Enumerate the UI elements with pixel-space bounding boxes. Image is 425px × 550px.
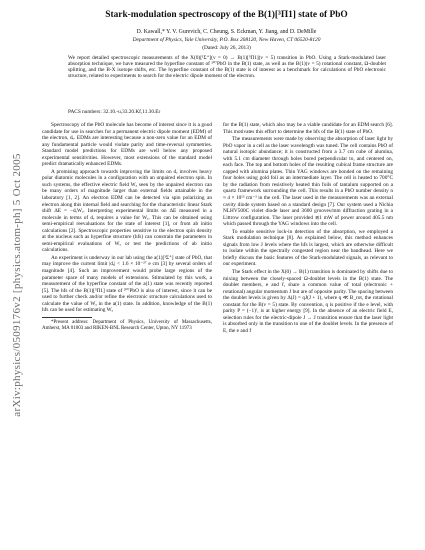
footnote: *Present address: Department of Physics, University of Massachusetts, Amherst, MA 01003 and RIKEN-BNL Research Center, Upton, NY 11973 bbox=[42, 319, 212, 331]
right-column bbox=[223, 122, 393, 336]
paper-title: Stark-modulation spectroscopy of the B(1)[³Π1] state of PbO bbox=[105, 10, 348, 20]
footnote-rule bbox=[42, 317, 92, 318]
body-paragraph: A promising approach towards improving the limits on dₑ involves heavy polar diatomic molecules in a configuration with an unpaired electron spin. In such systems, the effective electric field Wₐ seen by the unpaired electron can be many orders of magnitude larger than external fields attainable in the laboratory [1, 2]. An electron EDM can be detected via spin polarizing an electron along this internal field and searching for the characteristic linear Stark shift ΔE = −dₑWₐ. Interpreting experimental limits on ΔE measured in a molecule in terms of dₑ requires a value for Wₐ. This can be obtained using semi-empirical reevaluations for the state of interest [1], or from ab initio calculations [2]. Spectroscopic properties sensitive to the electron spin density at the nucleus such as hyperfine structure (hfs) can constrain the parameters in semi-empirical evaluations of Wₐ or test the predictions of ab initio calculations. bbox=[42, 168, 212, 254]
arxiv-identifier: arXiv:physics/0509176v2 [physics.atom-ph] 5 Oct 2005 bbox=[11, 153, 23, 417]
body-paragraph: Spectroscopy of the PbO molecule has become of interest since it is a good candidate for use in searches for a permanent electric dipole moment (EDM) of the electron, dₑ. EDMs are interesting because a non-zero value for an EDM of any fundamental particle would violate parity and time-reversal symmetries. Standard model predictions for EDMs are well below any proposed experimental sensitivities. However, most extensions of the standard model predict dramatically enhanced EDMs. bbox=[42, 122, 212, 168]
dated-line: (Dated: July 26, 2013) bbox=[202, 45, 251, 51]
affiliation: Department of Physics, Yale University, P.O. Box 208120, New Haven, CT 06520-8120 bbox=[132, 37, 321, 43]
left-column bbox=[42, 122, 212, 333]
pacs-numbers: PACS numbers: 32.10.-u,33.20.Kf,11.30.Er bbox=[68, 109, 161, 115]
arxiv-sidebar-stamp bbox=[2, 150, 32, 420]
body-paragraph: The measurements were made by observing the absorption of laser light by PbO vapor in a cell as the laser wavelength was tuned. The cell contains PbO of natural isotopic abundance; it is constructed from a 3.7 cm cube of alumina, with 5.1 cm diameter through holes bored perpendicular to, and centered on, each face. The top and bottom holes of the resulting cubical frame structure are capped with alumina plates. Thin YAG windows are bonded on the remaining four holes using gold foil as an intermediate layer. The cell is heated to 700°C by the radiation from resistively heated thin foils of tantalum supported on a quartz framework surrounding the cell. This results in a PbO number density n ≈ 4 × 10¹³ cm⁻³ in the cell. The laser used in the measurements was an external cavity diode system based on a standard design [7]. Our system used a Nichia NLHV500C violet diode laser and 3600 grooves/mm diffraction grating in a Littrow configuration. The laser provided ≲1 mW of power around 405.5 nm which passed through the YAG windows into the cell. bbox=[223, 136, 393, 228]
body-paragraph: The Stark effect in the X(0) → B(1) transition is dominated by shifts due to mixing between the closely-spaced Ω-doublet levels in the B(1) state. The doublet members, e and f, share a common value of total (electronic + rotational) angular momentum J but are of opposite parity. The spacing between the doublet levels is given by Δ(J) = qJ(J + 1), where q ≪ B_rot, the rotational constant for the B(v = 5) state. By convention, q is positive if the e level, with parity P = (−1)ᴶ, is at higher energy [9]. In the absence of an electric field E, selection rules for the electric-dipole J → J transition ensure that the laser light is absorbed only in the transition to one of the doublet levels. In the presence of E, the e and f bbox=[223, 269, 393, 334]
abstract: We report detailed spectroscopic measurements of the X(0)[¹Σ⁺](v = 0) → B(1)[³Π1](v = 5) transition in PbO. Using a Stark-modulated laser absorption technique, we have measured the hyperfine constant of ²⁰⁷PbO in the B(1) state, as well as the B(1)(v = 5) rotational constant, Ω-doublet splitting, and the B-X isotope shifts, etc. The hyperfine constant of the B(1) state is of interest as a benchmark for calculations of PbO electronic structure, related to experiments to search for the electric dipole moment of the electron. bbox=[68, 55, 386, 80]
author-list: D. Kawall,* Y. V. Gurevich, C. Cheung, S. Eckman, Y. Jiang, and D. DeMille bbox=[136, 29, 317, 35]
body-paragraph: for the B(1) state, which also may be a viable candidate for an EDM search [6]. This motivates this effort to determine the hfs of the B(1) state of PbO. bbox=[223, 122, 393, 135]
body-paragraph: An experiment is underway in our lab using the a(1)[³Σ⁺] state of PbO, that may improve the current limit |dₑ| < 1.6 × 10⁻²⁷ e cm [3] by several orders of magnitude [4]. Such an improvement would probe large regions of the parameter space of many models of extensions. Stimulated by this work, a measurement of the hyperfine constant of the a(1) state was recently reported [5]. The hfs of the B(1)[³Π1] state of ²⁰⁷PbO is also of interest, since it can be used to further check and/or refine the electronic structure calculations used to calculate the value of Wₐ in the a(1) state. In addition, knowledge of the B(1) hfs can be used for estimating Wₐ bbox=[42, 254, 212, 314]
body-paragraph: To enable sensitive lock-in detection of the absorption, we employed a Stark modulation technique [8]. As explained below, this method enhances signals from low J levels where the hfs is largest, which are otherwise difficult to isolate within the spectrally congested region near the bandhead. Here we briefly discuss the basic features of the Stark-modulated signals, as relevant to our experiment. bbox=[223, 228, 393, 268]
